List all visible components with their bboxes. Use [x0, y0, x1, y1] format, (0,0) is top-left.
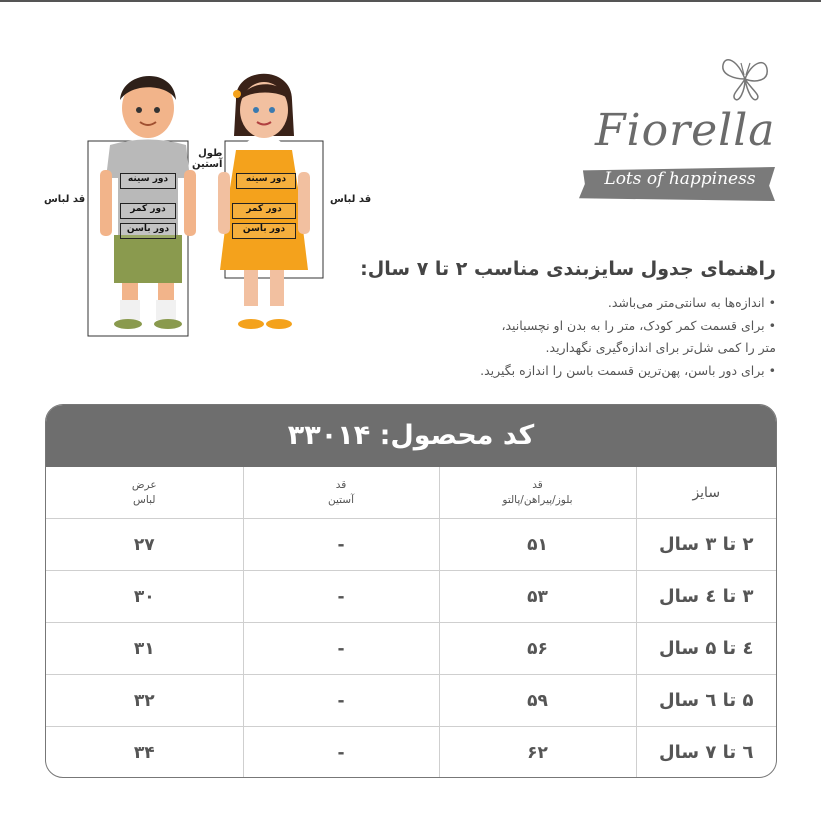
girl-figure [218, 74, 323, 329]
length-cell: ۵۹ [439, 675, 636, 727]
guide-note: متر را کمی شل‌تر برای اندازه‌گیری نگهدارید. [545, 340, 776, 355]
boy-sleeve-label: طول آستین [192, 148, 223, 170]
top-rule [0, 0, 821, 2]
table-row [46, 727, 776, 779]
width-cell: ۲۷ [46, 519, 243, 571]
size-figure [40, 60, 380, 340]
sleeve-cell: - [243, 675, 439, 727]
header-length: قد بلوز/پیراهن/پالتو [439, 467, 636, 519]
guide-note: • برای قسمت کمر کودک، متر را به بدن او نچسبانید، [501, 317, 776, 333]
header-size: سایز [636, 467, 776, 519]
girl-chest-tag: دور سینه [236, 173, 296, 189]
boy-chest-tag: دور سینه [120, 173, 176, 189]
girl-waist-tag: دور کمر [232, 203, 296, 219]
sleeve-cell: - [243, 571, 439, 623]
length-cell: ۶۲ [439, 727, 636, 779]
size-cell: ۵ تا ٦ سال [636, 675, 776, 727]
size-cell: ٤ تا ۵ سال [636, 623, 776, 675]
guide-notes [356, 292, 776, 382]
table-row [46, 623, 776, 675]
table-row [46, 571, 776, 623]
width-cell: ۳۱ [46, 623, 243, 675]
table-header-row [46, 467, 776, 519]
girl-hip-tag: دور باسن [232, 223, 296, 239]
width-cell: ۳۲ [46, 675, 243, 727]
guide-title: راهنمای جدول سایزبندی مناسب ۲ تا ۷ سال: [360, 258, 776, 280]
length-cell: ۵۱ [439, 519, 636, 571]
brand-tagline: Lots of happiness [604, 169, 756, 189]
size-table [46, 467, 776, 778]
guide-note: • اندازه‌ها به سانتی‌متر می‌باشد. [607, 295, 776, 310]
brand-name: Fiorella [595, 105, 776, 156]
header-sleeve: قد آستین [243, 467, 439, 519]
header-width: عرض لباس [46, 467, 243, 519]
size-cell: ۳ تا ٤ سال [636, 571, 776, 623]
sleeve-cell: - [243, 727, 439, 779]
size-cell: ۲ تا ۳ سال [636, 519, 776, 571]
size-cell: ٦ تا ۷ سال [659, 742, 754, 763]
table-row [46, 675, 776, 727]
boy-hip-tag: دور باسن [120, 223, 176, 239]
width-cell: ۳۴ [46, 727, 243, 779]
length-cell: ۵۳ [439, 571, 636, 623]
girl-length-label: قد لباس [330, 194, 372, 205]
size-table-card [45, 404, 777, 778]
boy-length-label: قد لباس [44, 194, 86, 205]
kids-illustration [40, 60, 380, 340]
butterfly-icon [717, 49, 773, 105]
brand-logo [575, 45, 780, 215]
width-cell: ۳۰ [46, 571, 243, 623]
sleeve-cell: - [243, 519, 439, 571]
guide-note: • برای دور باسن، پهن‌ترین قسمت باسن را اندازه بگیرید. [480, 362, 776, 378]
table-row [46, 519, 776, 571]
length-cell: ۵۶ [439, 623, 636, 675]
sleeve-cell: - [243, 623, 439, 675]
boy-waist-tag: دور کمر [120, 203, 176, 219]
product-code-title: کد محصول: ۳۳۰۱۴ [46, 405, 776, 467]
